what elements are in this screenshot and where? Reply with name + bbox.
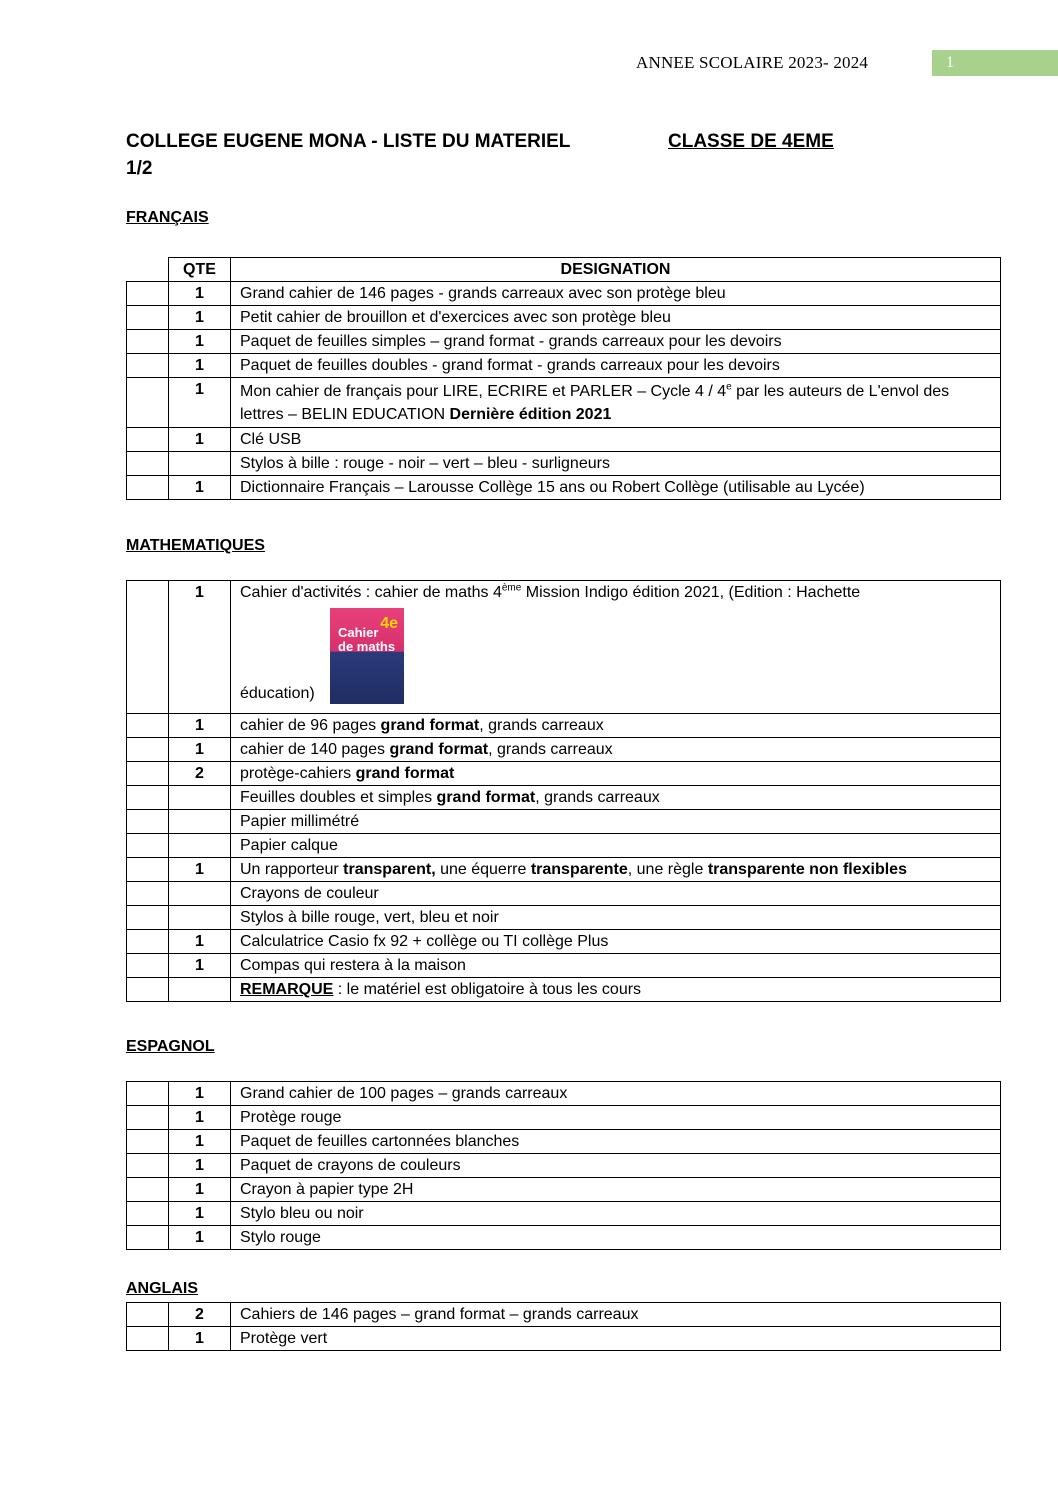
table-cell: [127, 1082, 169, 1106]
designation-cell: Dictionnaire Français – Larousse Collège 15 ans ou Robert Collège (utilisable au Lycée): [231, 476, 1001, 500]
designation-cell: Paquet de feuilles simples – grand format - grands carreaux pour les devoirs: [231, 330, 1001, 354]
designation-cell: Clé USB: [231, 428, 1001, 452]
text-bold: transparente non flexibles: [707, 861, 907, 878]
qte-cell: 1: [169, 428, 231, 452]
table-header-row: [127, 258, 1001, 282]
table-cell: [127, 354, 169, 378]
text-part: une équerre: [435, 861, 531, 878]
qte-cell: 2: [169, 762, 231, 786]
text-bold: grand format: [389, 741, 489, 758]
table-cell: [127, 1130, 169, 1154]
remarque-text: : le matériel est obligatoire à tous les cours: [333, 981, 642, 998]
table-cell: [127, 858, 169, 882]
text-bold: grand format: [355, 765, 455, 782]
page-number: 1: [932, 50, 1058, 76]
qte-cell: 1: [169, 581, 231, 714]
text-part: Papier calque: [240, 837, 338, 854]
qte-cell: 1: [169, 330, 231, 354]
designation-cell: Stylo bleu ou noir: [231, 1202, 1001, 1226]
title-classe: CLASSE DE 4EME: [668, 131, 834, 152]
text-part: Cahier d'activités : cahier de maths 4: [240, 584, 502, 601]
designation-cell: [231, 858, 1001, 882]
table-cell: [127, 978, 169, 1002]
section-title-maths: MATHEMATIQUES: [126, 537, 265, 554]
table-row: [127, 858, 1001, 882]
text-part: Mon cahier de français pour LIRE, ECRIRE et PARLER – Cycle 4 / 4: [240, 383, 727, 400]
qte-cell: 1: [169, 354, 231, 378]
qte-cell: 1: [169, 1327, 231, 1351]
qte-cell: 1: [169, 476, 231, 500]
text-part: cahier de 140 pages: [240, 741, 390, 758]
table-cell: [127, 428, 169, 452]
table-cell: [127, 738, 169, 762]
cover-line: Cahier: [338, 625, 379, 640]
qte-cell: 1: [169, 1130, 231, 1154]
qte-cell: [169, 834, 231, 858]
cover-badge: 4e: [380, 615, 398, 632]
table-cell: [127, 378, 169, 428]
designation-cell: [231, 378, 1001, 428]
table-row: [127, 476, 1001, 500]
designation-cell: Petit cahier de brouillon et d'exercices avec son protège bleu: [231, 306, 1001, 330]
qte-cell: 1: [169, 1154, 231, 1178]
table-cell: [127, 581, 169, 714]
qte-cell: 1: [169, 282, 231, 306]
designation-cell: Compas qui restera à la maison: [231, 954, 1001, 978]
table-cell: [127, 1106, 169, 1130]
table-row: [127, 378, 1001, 428]
table-cell: [127, 762, 169, 786]
table-cell: [127, 258, 169, 282]
qte-cell: 1: [169, 306, 231, 330]
col-qte-header: QTE: [169, 258, 231, 282]
qte-cell: [169, 882, 231, 906]
designation-cell: Crayons de couleur: [231, 882, 1001, 906]
qte-cell: 1: [169, 1106, 231, 1130]
qte-cell: 1: [169, 930, 231, 954]
title-main: COLLEGE EUGENE MONA - LISTE DU MATERIEL: [126, 131, 571, 152]
table-row: [127, 906, 1001, 930]
table-row: [127, 1082, 1001, 1106]
table-row: [127, 738, 1001, 762]
text-part: protège-cahiers: [240, 765, 356, 782]
qte-cell: 1: [169, 954, 231, 978]
table-row: [127, 1106, 1001, 1130]
table-cell: [127, 282, 169, 306]
text-part: cahier de 96 pages: [240, 717, 381, 734]
table-row: [127, 1327, 1001, 1351]
qte-cell: [169, 786, 231, 810]
table-cell: [127, 1202, 169, 1226]
table-cell: [127, 1178, 169, 1202]
text-bold: grand format: [380, 717, 480, 734]
designation-cell: Stylos à bille rouge, vert, bleu et noir: [231, 906, 1001, 930]
designation-cell: Crayon à papier type 2H: [231, 1178, 1001, 1202]
table-cell: [127, 306, 169, 330]
table-cell: [127, 1303, 169, 1327]
table-row: [127, 452, 1001, 476]
qte-cell: 1: [169, 714, 231, 738]
table-row: [127, 954, 1001, 978]
designation-cell: Grand cahier de 100 pages – grands carreaux: [231, 1082, 1001, 1106]
remarque-label: REMARQUE: [240, 981, 334, 998]
designation-cell: [231, 762, 1001, 786]
qte-cell: [169, 906, 231, 930]
qte-cell: [169, 452, 231, 476]
page-header: [636, 50, 954, 76]
cover-line: de maths: [338, 639, 396, 654]
qte-cell: 2: [169, 1303, 231, 1327]
title-part: 1/2: [126, 158, 153, 179]
qte-cell: 1: [169, 738, 231, 762]
superscript: e: [726, 381, 732, 393]
table-cell: [127, 930, 169, 954]
table-cell: [127, 786, 169, 810]
text-part: par les auteurs de L'envol des lettres – BELIN EDUCATION: [240, 383, 950, 423]
designation-cell: [231, 786, 1001, 810]
table-row: [127, 1178, 1001, 1202]
table-row: [127, 930, 1001, 954]
table-cell: [127, 452, 169, 476]
designation-cell: [231, 834, 1001, 858]
table-row: [127, 1154, 1001, 1178]
table-espagnol: [126, 1081, 1001, 1250]
table-cell: [127, 834, 169, 858]
designation-cell: Paquet de feuilles cartonnées blanches: [231, 1130, 1001, 1154]
table-row: [127, 581, 1001, 714]
designation-cell: Stylos à bille : rouge - noir – vert – bleu - surligneurs: [231, 452, 1001, 476]
table-cell: [127, 882, 169, 906]
book-cover-image: [330, 608, 404, 704]
designation-cell: [231, 714, 1001, 738]
table-row: [127, 330, 1001, 354]
designation-cell: Protège vert: [231, 1327, 1001, 1351]
section-title-anglais: ANGLAIS: [126, 1280, 198, 1297]
designation-cell: Cahiers de 146 pages – grand format – grands carreaux: [231, 1303, 1001, 1327]
school-year: ANNEE SCOLAIRE 2023- 2024: [636, 53, 869, 72]
table-row: [127, 1130, 1001, 1154]
text-part: Papier millimétré: [240, 813, 360, 830]
table-anglais: [126, 1302, 1001, 1351]
text-bold: transparent,: [343, 861, 436, 878]
designation-cell: [231, 581, 1001, 714]
designation-cell: [231, 810, 1001, 834]
table-francais: [126, 257, 1001, 500]
text-part: , grands carreaux: [488, 741, 613, 758]
text-part: Feuilles doubles et simples: [240, 789, 437, 806]
table-row: [127, 282, 1001, 306]
table-row: [127, 1226, 1001, 1250]
table-row: [127, 1202, 1001, 1226]
text-part: , grands carreaux: [535, 789, 660, 806]
table-cell: [127, 714, 169, 738]
table-row: [127, 786, 1001, 810]
table-row: [127, 354, 1001, 378]
table-cell: [127, 954, 169, 978]
table-row: [127, 428, 1001, 452]
text-part: éducation): [240, 685, 315, 702]
table-cell: [127, 476, 169, 500]
table-row: [127, 762, 1001, 786]
col-designation-header: DESIGNATION: [231, 258, 1001, 282]
qte-cell: 1: [169, 1178, 231, 1202]
table-cell: [127, 330, 169, 354]
table-maths: [126, 580, 1001, 1002]
table-cell: [127, 1327, 169, 1351]
superscript: ème: [501, 582, 522, 594]
qte-cell: [169, 810, 231, 834]
table-row: [127, 1303, 1001, 1327]
table-cell: [127, 1154, 169, 1178]
designation-cell: Grand cahier de 146 pages - grands carreaux avec son protège bleu: [231, 282, 1001, 306]
text-part: Un rapporteur: [240, 861, 344, 878]
table-row: [127, 882, 1001, 906]
designation-cell: [231, 738, 1001, 762]
qte-cell: 1: [169, 1202, 231, 1226]
edition-bold: Dernière édition 2021: [449, 406, 612, 423]
designation-cell: [231, 978, 1001, 1002]
qte-cell: 1: [169, 378, 231, 428]
qte-cell: 1: [169, 1082, 231, 1106]
text-bold: grand format: [436, 789, 536, 806]
qte-cell: 1: [169, 858, 231, 882]
designation-cell: Calculatrice Casio fx 92 + collège ou TI collège Plus: [231, 930, 1001, 954]
designation-cell: Stylo rouge: [231, 1226, 1001, 1250]
text-part: , une règle: [627, 861, 708, 878]
qte-cell: [169, 978, 231, 1002]
document-title: [126, 128, 834, 182]
qte-cell: 1: [169, 1226, 231, 1250]
table-cell: [127, 810, 169, 834]
designation-cell: Protège rouge: [231, 1106, 1001, 1130]
table-cell: [127, 1226, 169, 1250]
text-bold: transparente: [530, 861, 628, 878]
designation-cell: Paquet de crayons de couleurs: [231, 1154, 1001, 1178]
table-row: [127, 810, 1001, 834]
section-title-francais: FRANÇAIS: [126, 209, 209, 226]
section-title-espagnol: ESPAGNOL: [126, 1038, 215, 1055]
table-cell: [127, 906, 169, 930]
table-row: [127, 714, 1001, 738]
designation-cell: Paquet de feuilles doubles - grand format - grands carreaux pour les devoirs: [231, 354, 1001, 378]
table-row: [127, 834, 1001, 858]
text-part: , grands carreaux: [479, 717, 604, 734]
table-row: [127, 306, 1001, 330]
text-part: Mission Indigo édition 2021, (Edition : Hachette: [521, 584, 861, 601]
cover-title: [338, 626, 395, 654]
table-row: [127, 978, 1001, 1002]
